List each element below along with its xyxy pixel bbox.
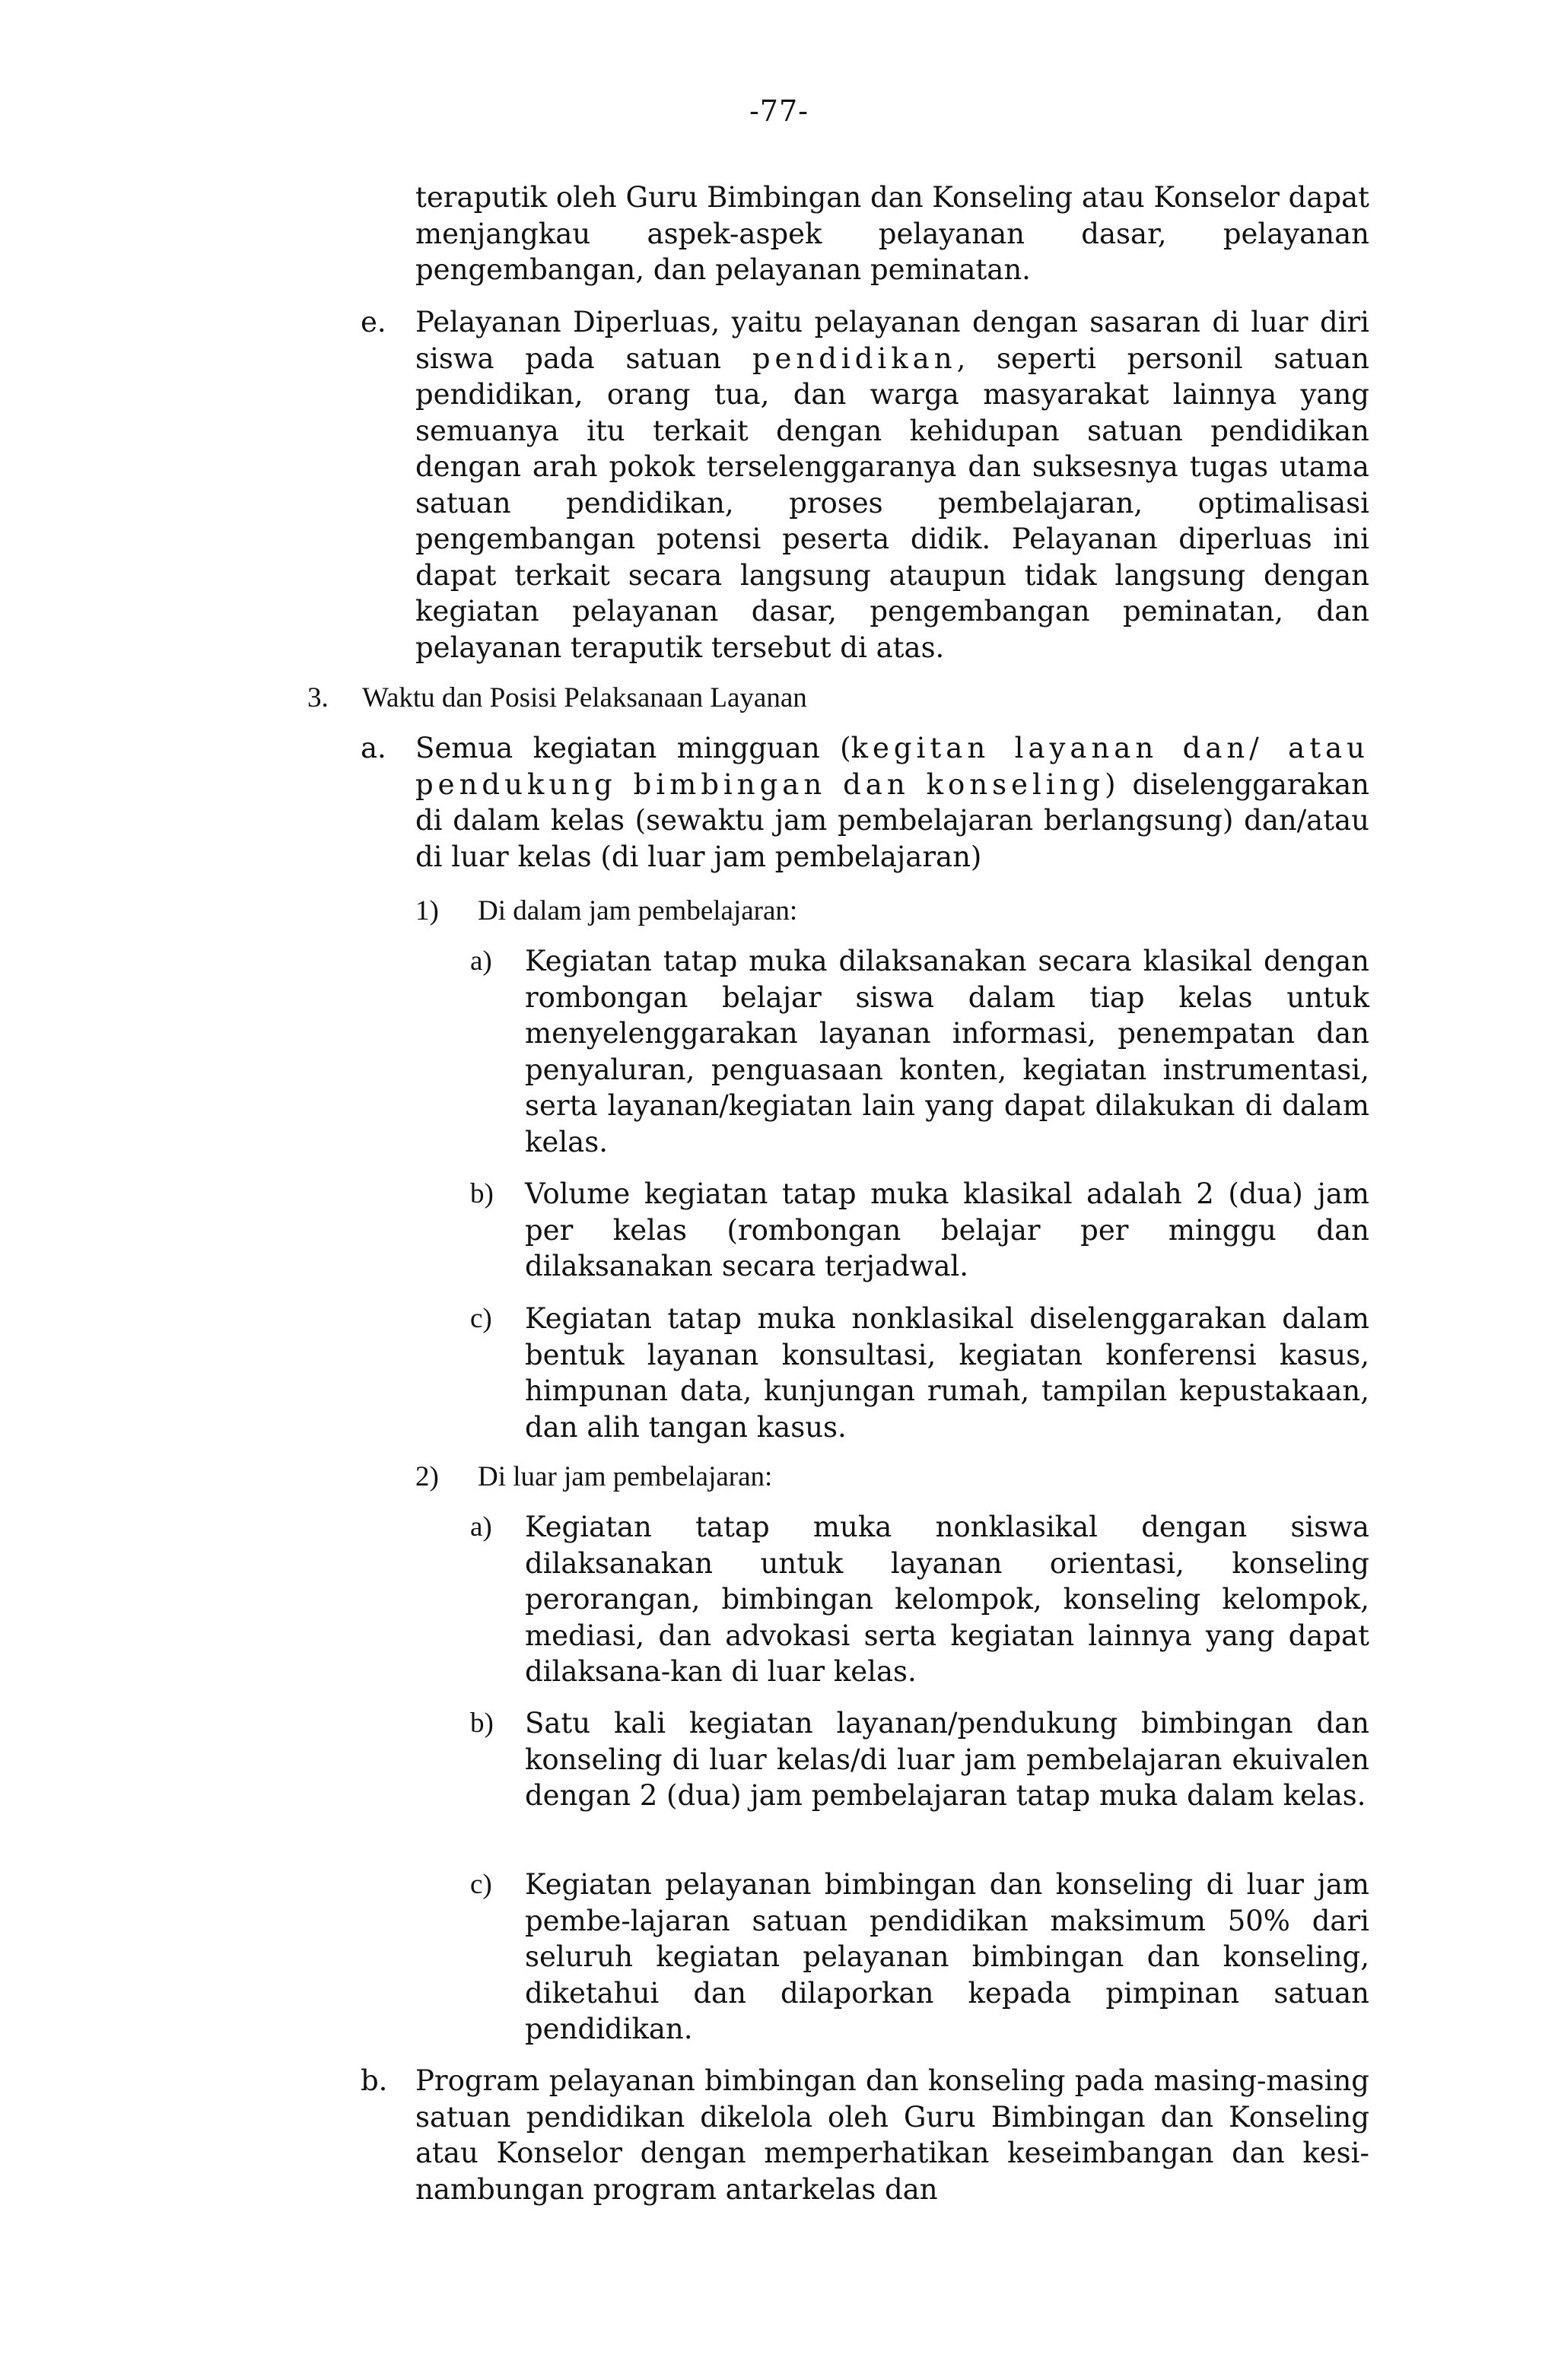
sub-2-marker: 2) — [415, 1461, 439, 1492]
sub-2-title: Di luar jam pembelajaran: — [478, 1461, 773, 1492]
sub-1-title: Di dalam jam pembelajaran: — [478, 895, 798, 926]
item-a-text-spaced: kegitan layanan dan/ atau pendukung bimbingan dan konseling) — [415, 732, 1369, 801]
item-a-marker: a. — [361, 732, 386, 764]
item-b-paragraph: Program pelayanan bimbingan dan konseling pada masing-masing satuan pendidikan dikelola oleh Guru Bimbingan dan Konseling atau Konselor dengan memperhatikan keseimbangan dan kesi-nambungan program antarkelas dan — [415, 2064, 1369, 2206]
item-e-text-before: Pelayanan Diperluas, yaitu pelayanan dengan sasaran di luar diri siswa pada satuan — [415, 306, 1369, 375]
sub-2-item-c-marker: c) — [470, 1869, 492, 1900]
continuation-paragraph: teraputik oleh Guru Bimbingan dan Konseling atau Konselor dapat menjangkau aspek-aspek pelayanan dasar, pelayanan pengembangan, dan pelayanan peminatan. — [415, 181, 1370, 286]
item-a-text-before: Semua kegiatan mingguan ( — [415, 732, 851, 764]
sub-2-item-a-text: Kegiatan tatap muka nonklasikal dengan siswa dilaksanakan untuk layanan orientasi, konseling perorangan, bimbingan kelompok, konseling kelompok, mediasi, dan advokasi serta kegiatan lainnya yang dapat dilaksana-kan di luar kelas. — [525, 1511, 1369, 1688]
sub-2-item-b-text: Satu kali kegiatan layanan/pendukung bimbingan dan konseling di luar kelas/di luar jam pembelajaran ekuivalen dengan 2 (dua) jam pembelajaran tatap muka dalam kelas. — [525, 1707, 1369, 1812]
item-a-text-after: diselenggarakan di dalam kelas (sewaktu jam pembelajaran berlangsung) dan/atau di luar kelas (di luar jam pembelajaran) — [415, 767, 1369, 873]
item-e-paragraph — [415, 304, 1369, 666]
item-e-marker: e. — [361, 306, 386, 338]
item-b-marker: b. — [361, 2064, 388, 2097]
sub-1-item-b-marker: b) — [470, 1178, 494, 1209]
section-3-title: Waktu dan Posisi Pelaksanaan Layanan — [362, 682, 807, 713]
sub-1-item-c-marker: c) — [470, 1303, 492, 1334]
sub-2-item-b-marker: b) — [470, 1708, 494, 1739]
sub-2-item-a-marker: a) — [470, 1511, 492, 1543]
sub-1-item-b-text: Volume kegiatan tatap muka klasikal adalah 2 (dua) jam per kelas (rombongan belajar per minggu dan dilaksanakan secara terjadwal. — [525, 1177, 1369, 1282]
sub-1-item-a-text: Kegiatan tatap muka dilaksanakan secara klasikal dengan rombongan belajar siswa dalam tiap kelas untuk menyelenggarakan layanan informasi, penempatan dan penyaluran, penguasaan konten, kegiatan instrumentasi, serta layanan/kegiatan lain yang dapat dilakukan di dalam kelas. — [525, 945, 1369, 1158]
sub-2-item-c-text: Kegiatan pelayanan bimbingan dan konseling di luar jam pembe-lajaran satuan pendidikan maksimum 50% dari seluruh kegiatan pelayanan bimbingan dan konseling, diketahui dan dilaporkan kepada pimpinan satuan pendidikan. — [525, 1868, 1369, 2045]
sub-1-item-a-marker: a) — [470, 945, 492, 977]
item-e-text-after: , seperti personil satuan pendidikan, orang tua, dan warga masyarakat lainnya yang semuanya itu terkait dengan kehidupan satuan pendidikan dengan arah pokok terselenggaranya dan suksesnya tugas utama satuan pendidikan, proses pembelajaran, optimalisasi pengembangan potensi peserta didik. Pelayanan diperluas ini dapat terkait secara langsung ataupun tidak langsung dengan kegiatan pelayanan dasar, pengembangan peminatan, dan pelayanan teraputik tersebut di atas. — [415, 342, 1369, 664]
sub-1-item-c-text: Kegiatan tatap muka nonklasikal diselenggarakan dalam bentuk layanan konsultasi, kegiatan konferensi kasus, himpunan data, kunjungan rumah, tampilan kepustakaan, dan alih tangan kasus. — [525, 1302, 1369, 1444]
section-3-marker: 3. — [307, 682, 329, 713]
item-a-paragraph — [415, 730, 1369, 875]
sub-1-marker: 1) — [415, 895, 439, 926]
item-e-text-spaced: pendidikan — [752, 342, 957, 375]
page-number: -77- — [749, 94, 809, 128]
